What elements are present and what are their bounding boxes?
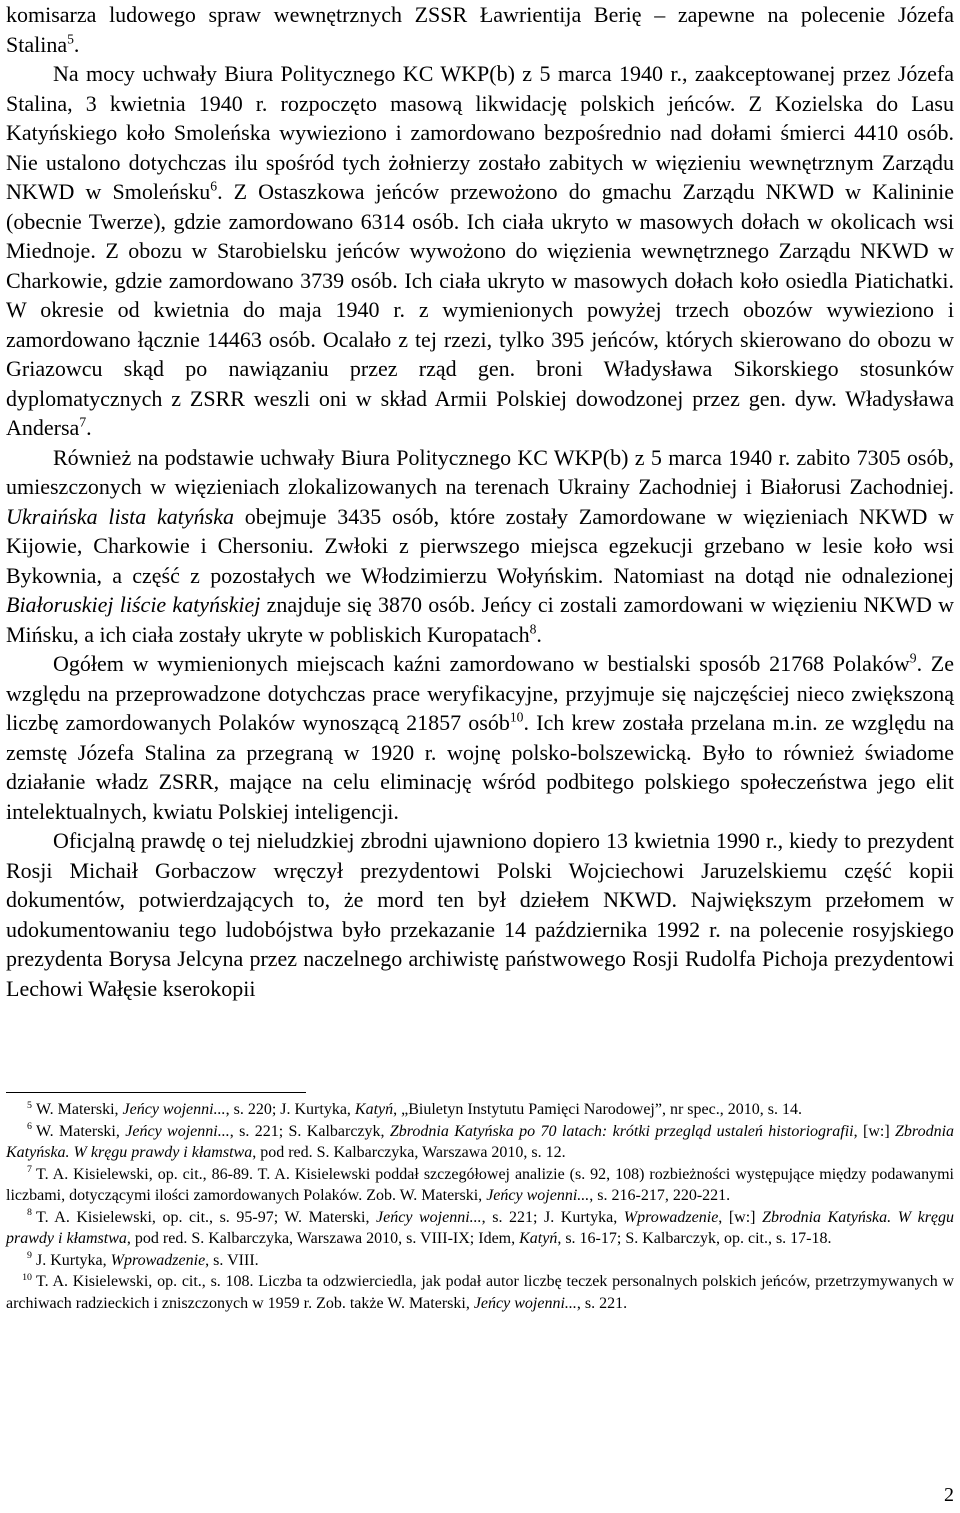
footnote-10: $^{10}$ T. A. Kisielewski, op. cit., s. 108. Liczba ta odzwierciedla, jak podał autor liczbę teczek personalnych polskich jeńców, przetrzymywanych w archiwach radzieckich i zniszczonych w 1959 r. Zob. także W. Materski, Jeńcy wojenni..., s. 221. xyxy=(6,1271,954,1312)
italic-title: Jeńcy wojenni... xyxy=(376,1208,482,1226)
footnote-ref: 6 xyxy=(210,178,218,194)
text-run: obejmuje 3435 osób, które zostały Zamordowane w więzieniach NKWD w Kijowie, Charkowie i Chersoniu. Zwłoki z pierwszego miejsca egzekucji grzebano w lesie koło wsi Bykownia, a część z pozostałych we Włodzimierzu Wołyńskim. Natomiast na dotąd nie odnalezionej xyxy=(6,503,954,588)
page-number: 2 xyxy=(944,1484,954,1506)
text-run: , „Biuletyn Instytutu Pamięci Narodowej”, nr spec., 2010, s. 14. xyxy=(393,1101,802,1118)
text-run: . Ich krew została przelana m.in. ze względu na zemstę Józefa Stalina za przegraną w 1920 r. wojnę polsko-bolszewicką. Było to również świadome działanie władz ZSRR, mające na celu eliminację wśród podbitego polskiego społeczeństwa jego elit intelektualnych, kwiatu Polskiej inteligencji. xyxy=(6,710,954,824)
document-page xyxy=(6,0,955,1506)
text-run: W. Materski, xyxy=(36,1122,126,1140)
italic-title: Zbrodnia Katyńska. W kręgu prawdy i kłamstwa xyxy=(6,1208,955,1247)
text-run: , s. 221; J. Kurtyka, xyxy=(481,1208,624,1226)
footnote-8: $^8$ T. A. Kisielewski, op. cit., s. 95-97; W. Materski, Jeńcy wojenni..., s. 221; J. Kurtyka, Wprowadzenie, [w:] Zbrodnia Katyńska. W kręgu prawdy i kłamstwa, pod red. S. Kalbarczyka, Warszawa 2010, s. VIII-IX; Idem, Katyń, s. 16-17; S. Kalbarczyk, op. cit., s. 17-18. xyxy=(6,1207,955,1247)
footnote-6: $^6$ W. Materski, Jeńcy wojenni..., s. 221; S. Kalbarczyk, Zbrodnia Katyńska po 70 latach: krótki przegląd ustaleń historiografii, [w:] Zbrodnia Katyńska. W kręgu prawdy i kłamstwa, pod red. S. Kalbarczyka, Warszawa 2010, s. 12. xyxy=(6,1121,955,1161)
footnote-ref: 8 xyxy=(529,621,537,637)
italic-title: Jeńcy wojenni... xyxy=(125,1122,230,1140)
text-run: J. Kurtyka, xyxy=(36,1251,111,1269)
italic-title: Ukraińska lista katyńska xyxy=(6,503,234,529)
paragraph-2 xyxy=(6,59,954,443)
italic-title: Katyń xyxy=(519,1230,558,1247)
text-run: . xyxy=(86,415,92,440)
main-text xyxy=(6,0,954,1003)
footnote-ref: 10 xyxy=(509,709,524,725)
text-run: , [w:] xyxy=(853,1122,896,1140)
text-run: . Ze względu na przeprowadzone dotychczas prace weryfikacyjne, przyjmuje się najczęściej nieco zwiększoną liczbę zamordowanych Polaków wynoszącą 21857 osób xyxy=(6,651,955,735)
paragraph-3 xyxy=(6,443,954,650)
text-run: . xyxy=(73,31,80,57)
footnote-7: $^7$ T. A. Kisielewski, op. cit., 86-89. T. A. Kisielewski poddał szczegółowej analizie (s. 92, 108) rozbieżności występujące między podawanymi liczbami, dotyczącymi ilości zamordowanych Polaków. Zob. W. Materski, Jeńcy wojenni..., s. 216-217, 220-221. xyxy=(6,1164,954,1204)
italic-title: Jeńcy wojenni... xyxy=(473,1294,577,1312)
italic-title: Wprowadzenie xyxy=(110,1251,206,1269)
text-run: Ogółem w wymienionych miejscach kaźni zamordowano w bestialski sposób 21768 Polaków xyxy=(53,651,910,676)
text-run: , s. 220; J. Kurtyka, xyxy=(225,1101,355,1118)
footnote-ref: 9 xyxy=(909,650,917,666)
footnote-ref: 5 xyxy=(67,31,74,47)
italic-title: Jeńcy wojenni... xyxy=(486,1187,590,1204)
text-run: , [w:] xyxy=(718,1208,763,1226)
italic-title: Zbrodnia Katyńska. W kręgu prawdy i kłamstwa xyxy=(6,1122,955,1161)
text-run: Również na podstawie uchwały Biura Politycznego KC WKP(b) z 5 marca 1940 r. zabito 7305 osób, umieszczonych w więzieniach zlokalizowanych na terenach Ukrainy Zachodniej i Białorusi Zachodniej. xyxy=(6,444,954,499)
text-run: . xyxy=(536,621,542,647)
text-run: znajduje się 3870 osób. Jeńcy ci zostali zamordowani w więzieniu NKWD w Mińsku, a ich ciała zostały ukryte w pobliskich Kuropatach xyxy=(6,592,954,647)
footnote-9: $^9$ J. Kurtyka, Wprowadzenie, s. VIII. xyxy=(27,1250,259,1269)
text-run: , s. 221; S. Kalbarczyk, xyxy=(229,1122,390,1140)
paragraph-1 xyxy=(6,0,954,59)
text-run: T. A. Kisielewski, op. cit., s. 108. Liczba ta odzwierciedla, jak podał autor liczbę teczek personalnych polskich jeńców, przetrzymywanych w archiwach radzieckich i zniszczonych w 1959 r. Zob. także W. Materski, xyxy=(6,1273,954,1312)
italic-title: Katyń xyxy=(354,1101,394,1118)
paragraph-5: Oficjalną prawdę o tej nieludzkiej zbrodni ujawniono dopiero 13 kwietnia 1990 r., kiedy to prezydent Rosji Michaił Gorbaczow wręczył prezydentowi Polski Wojciechowi Jaruzelskiemu część kopii dokumentów, potwierdzających to, że mord ten był dziełem NKWD. Największym przełomem w udokumentowaniu tego ludobójstwa było przekazanie 14 października 1992 r. na polecenie rosyjskiego prezydenta Borysa Jelcyna przez naczelnego archiwistę państwowego Rosji Rudolfa Pichoja prezydentowi Lechowi Wałęsie kserokopii xyxy=(6,828,954,1001)
italic-title: Zbrodnia Katyńska po 70 latach: krótki przegląd ustaleń historiografii xyxy=(389,1122,854,1140)
text-run: T. A. Kisielewski, op. cit., s. 95-97; W. Materski, xyxy=(36,1208,377,1226)
footnote-separator xyxy=(6,1092,306,1093)
text-run: . Z Ostaszkowa jeńców przewożono do gmachu Zarządu NKWD w Kalininie (obecnie Twerze), gdzie zamordowano 6314 osób. Ich ciała ukryto w masowych dołach w okolicach wsi Miednoje. Z obozu w Starobielsku jeńców wywożono do więzienia wewnętrznego Zarządu NKWD w Charkowie, gdzie zamordowano 3739 osób. Ich ciała ukryto w masowych dołach koło osiedla Piatichatki. W okresie od kwietnia do maja 1940 r. z wymienionych powyżej trzech obozów wywieziono i zamordowano łącznie 14463 osób. Ocalało z tej rzezi, tylko 395 jeńców, których skierowano do obozu w Griazowcu skąd po nawiązaniu przez rząd gen. broni Władysława Sikorskiego stosunków dyplomatycznych z ZSRR weszli oni w skład Armii Polskiej dowodzonej przez gen. dyw. Władysława Andersa xyxy=(6,179,954,440)
text-run: W. Materski, xyxy=(36,1101,123,1118)
text-run: , s. 221. xyxy=(576,1294,628,1312)
footnote-5: $^5$ W. Materski, Jeńcy wojenni..., s. 220; J. Kurtyka, Katyń, „Biuletyn Instytutu Pamięci Narodowej”, nr spec., 2010, s. 14. xyxy=(27,1099,802,1118)
text-run: , pod red. S. Kalbarczyka, Warszawa 2010, s. 12. xyxy=(252,1144,566,1161)
text-run: , s. 16-17; S. Kalbarczyk, op. cit., s. 17-18. xyxy=(557,1230,832,1247)
text-run: , s. VIII. xyxy=(205,1251,259,1269)
paragraph-4 xyxy=(6,649,954,826)
italic-title: Wprowadzenie xyxy=(623,1208,719,1226)
text-run: , s. 216-217, 220-221. xyxy=(589,1187,731,1204)
footnote-ref: 7 xyxy=(79,414,87,430)
text-run: , pod red. S. Kalbarczyka, Warszawa 2010, s. VIII-IX; Idem, xyxy=(126,1230,520,1247)
text-run: Na mocy uchwały Biura Politycznego KC WKP(b) z 5 marca 1940 r., zaakceptowanej przez Józefa Stalina, 3 kwietnia 1940 r. rozpoczęto masową likwidację polskich jeńców. Z Kozielska do Lasu Katyńskiego koło Smoleńska wywieziono i zamordowano bezpośrednio nad dołami śmierci 4410 osób. Nie ustalono dotychczas ilu spośród tych żołnierzy zostało zabitych w więzieniu wewnętrznym Zarządu NKWD w Smoleńsku xyxy=(6,61,954,204)
italic-title: Jeńcy wojenni... xyxy=(122,1101,226,1118)
italic-title: Białoruskiej liście katyńskiej xyxy=(6,592,261,617)
text-run: komisarza ludowego spraw wewnętrznych ZSSR Ławrientija Berię – zapewne na polecenie Józefa Stalina xyxy=(6,2,954,57)
text-run: T. A. Kisielewski, op. cit., 86-89. T. A. Kisielewski poddał szczegółowej analizie (s. 92, 108) rozbieżności występujące między podawanymi liczbami, dotyczącymi ilości zamordowanych Polaków. Zob. W. Materski, xyxy=(6,1165,954,1204)
footnotes xyxy=(6,1099,954,1314)
